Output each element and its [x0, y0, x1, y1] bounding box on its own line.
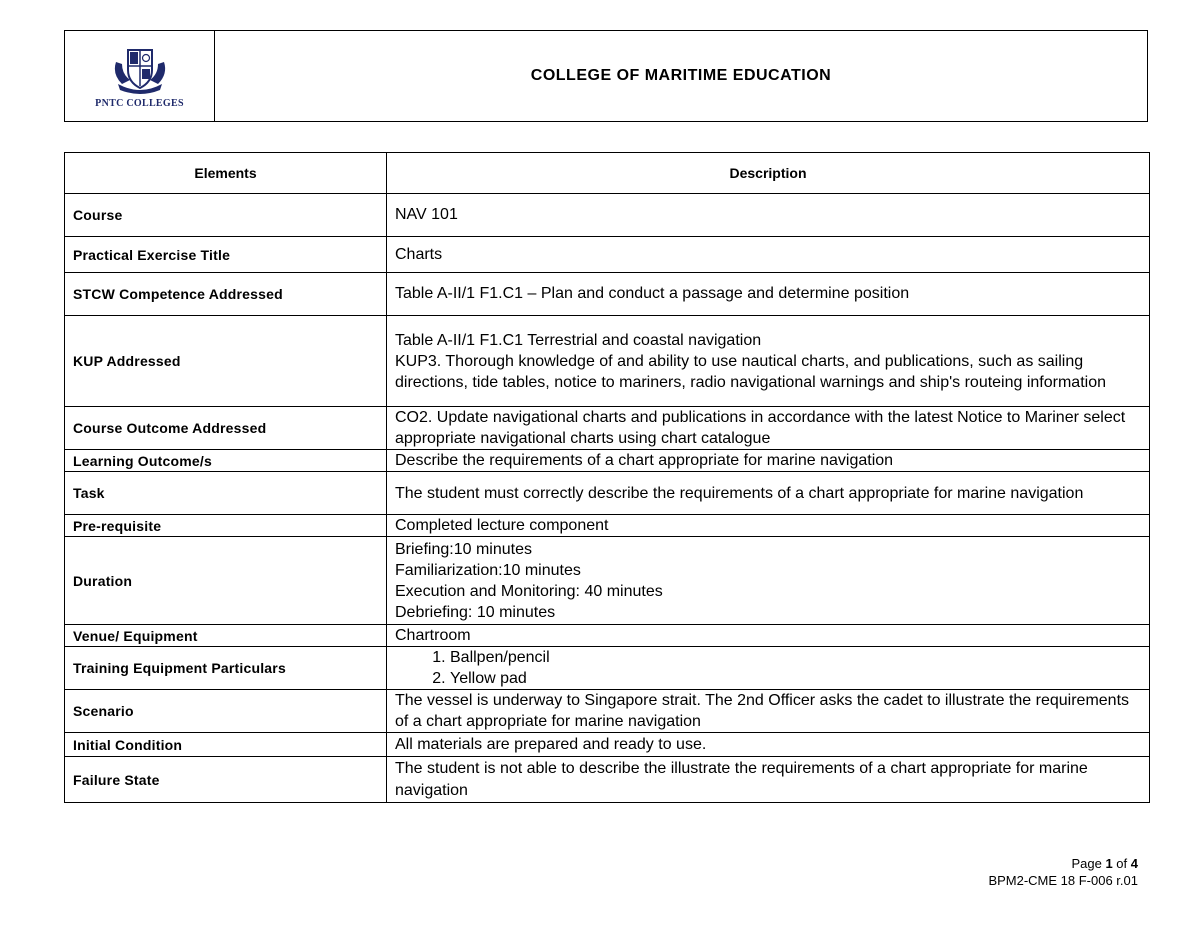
row-description	[387, 690, 1150, 733]
list-item: 2. Yellow pad	[450, 668, 1141, 689]
description-line: Chartroom	[395, 627, 471, 644]
row-label: Initial Condition	[65, 733, 387, 757]
row-description	[387, 450, 1150, 472]
table-row	[65, 472, 1150, 515]
page-current: 1	[1105, 856, 1113, 871]
document-code: BPM2-CME 18 F-006 r.01	[988, 873, 1138, 888]
row-label: Learning Outcome/s	[65, 450, 387, 472]
logo-cell	[65, 31, 215, 121]
list-item: 1. Ballpen/pencil	[450, 647, 1141, 668]
table-row	[65, 537, 1150, 625]
table-row	[65, 757, 1150, 803]
column-header-elements: Elements	[65, 153, 387, 194]
description-line: Debriefing: 10 minutes	[395, 603, 556, 621]
document-header	[64, 30, 1148, 122]
row-description	[387, 757, 1150, 803]
description-line: Completed lecture component	[395, 517, 609, 534]
table-row	[65, 316, 1150, 407]
description-line: The student must correctly describe the requirements of a chart appropriate for marine navigation	[395, 484, 1084, 502]
row-label: Pre-requisite	[65, 515, 387, 537]
row-description	[387, 625, 1150, 647]
page-prefix: Page	[1071, 856, 1102, 871]
row-description	[387, 273, 1150, 316]
exercise-table	[64, 152, 1150, 803]
row-description	[387, 407, 1150, 450]
row-description	[387, 472, 1150, 515]
equipment-list	[395, 647, 1141, 689]
table-row	[65, 273, 1150, 316]
row-label: Practical Exercise Title	[65, 237, 387, 273]
row-label: Duration	[65, 537, 387, 625]
row-description	[387, 537, 1150, 625]
row-label: Training Equipment Particulars	[65, 647, 387, 690]
description-line: Briefing:10 minutes	[395, 540, 532, 558]
page-footer	[988, 855, 1138, 889]
description-line: The student is not able to describe the illustrate the requirements of a chart appropriate for marine navigation	[395, 759, 1088, 799]
row-description	[387, 515, 1150, 537]
logo-text: PNTC COLLEGES	[95, 97, 184, 109]
page-number	[988, 855, 1138, 872]
row-label: Course Outcome Addressed	[65, 407, 387, 450]
table-row	[65, 625, 1150, 647]
row-label: Venue/ Equipment	[65, 625, 387, 647]
row-label: KUP Addressed	[65, 316, 387, 407]
table-row	[65, 690, 1150, 733]
row-description	[387, 647, 1150, 690]
description-line: KUP3. Thorough knowledge of and ability to use nautical charts, and publications, such as sailing directions, tide tables, notice to mariners, radio navigational warnings and ship's routeing information	[395, 352, 1106, 391]
description-line: All materials are prepared and ready to use.	[395, 736, 707, 753]
row-label: Failure State	[65, 757, 387, 803]
table-row	[65, 647, 1150, 690]
description-line: Execution and Monitoring: 40 minutes	[395, 582, 663, 600]
description-line: CO2. Update navigational charts and publications in accordance with the latest Notice to Mariner select appropriate navigational charts using chart catalogue	[395, 409, 1126, 447]
description-line: NAV 101	[395, 206, 458, 223]
table-row	[65, 733, 1150, 757]
row-label: Course	[65, 194, 387, 237]
table-header-row	[65, 153, 1150, 194]
description-line: Charts	[395, 245, 443, 263]
description-line: Familiarization:10 minutes	[395, 561, 581, 579]
description-line: Describe the requirements of a chart appropriate for marine navigation	[395, 452, 894, 469]
row-label: Task	[65, 472, 387, 515]
description-line: Table A-II/1 F1.C1 Terrestrial and coastal navigation	[395, 331, 762, 349]
document-title: COLLEGE OF MARITIME EDUCATION	[530, 67, 832, 84]
row-description	[387, 194, 1150, 237]
table-row	[65, 407, 1150, 450]
table-row	[65, 237, 1150, 273]
description-line: Table A-II/1 F1.C1 – Plan and conduct a passage and determine position	[395, 285, 910, 302]
description-line: The vessel is underway to Singapore strait. The 2nd Officer asks the cadet to illustrate the requirements of a chart appropriate for marine navigation	[395, 692, 1130, 730]
table-row	[65, 515, 1150, 537]
row-label: STCW Competence Addressed	[65, 273, 387, 316]
table-row	[65, 194, 1150, 237]
row-description	[387, 316, 1150, 407]
row-description	[387, 237, 1150, 273]
college-crest-logo	[110, 44, 170, 94]
page-total: 4	[1130, 856, 1138, 871]
table-row	[65, 450, 1150, 472]
column-header-description: Description	[387, 153, 1150, 194]
row-label: Scenario	[65, 690, 387, 733]
page-of: of	[1116, 856, 1128, 871]
row-description	[387, 733, 1150, 757]
